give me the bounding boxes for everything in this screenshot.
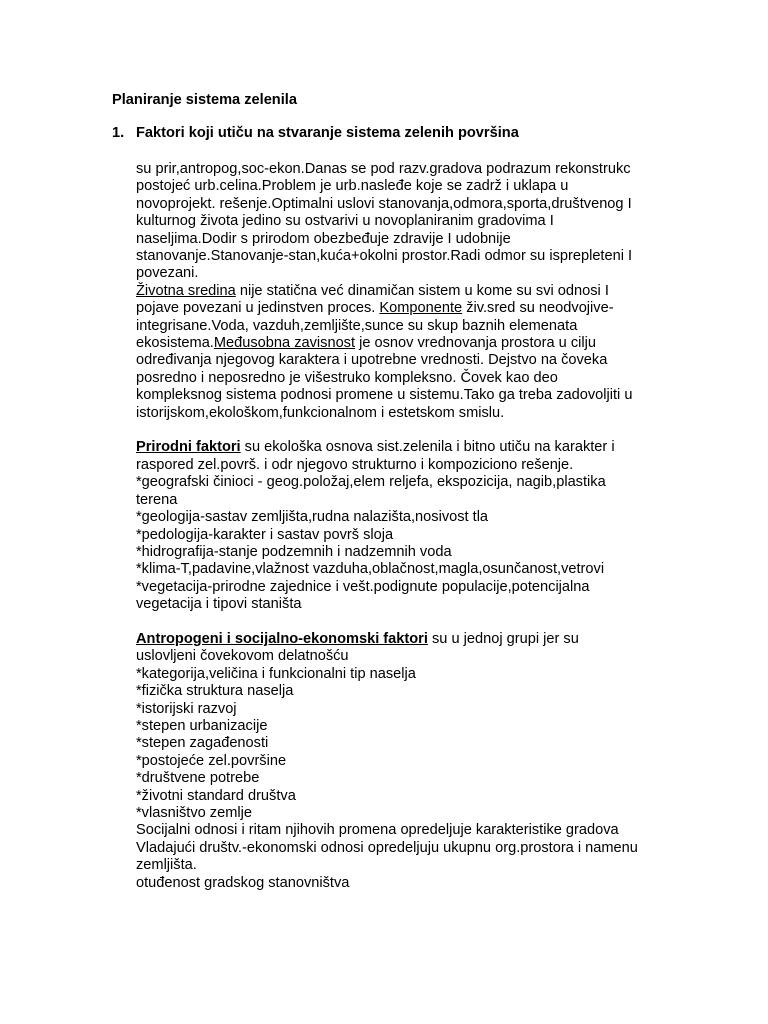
natural-factors-section [136, 439, 666, 613]
text-line: uslovljeni čovekovom delatnošću [136, 648, 349, 665]
text-line: Vladajući društv.-ekonomski odnosi opredeljuju ukupnu org.prostora i namenu [136, 839, 638, 856]
term-antropogeni-faktori: Antropogeni i socijalno-ekonomski faktori [136, 630, 428, 647]
list-item: *vlasništvo zemlje [136, 805, 252, 821]
term-komponente: Komponente [379, 300, 463, 317]
text-line: integrisane.Voda, vazduh,zemljište,sunce su skup baznih elemenata [136, 317, 578, 334]
document-title: Planiranje sistema zelenila [112, 92, 297, 108]
text-line: otuđenost gradskog stanovništva [136, 874, 350, 891]
text-line: Socijalni odnosi i ritam njihovih promena opredeljuje karakteristike gradova [136, 822, 619, 839]
list-item: *hidrografija-stanje podzemnih i nadzemnih voda [136, 543, 452, 560]
list-item: *društvene potrebe [136, 770, 260, 787]
list-item: *stepen zagađenosti [136, 735, 269, 752]
text-line: terena [136, 491, 178, 508]
text-fragment: su ekološka osnova sist.zelenila i bitno utiču na karakter i [240, 439, 615, 456]
text-line: povezani. [136, 265, 199, 282]
section-number: 1. [112, 125, 125, 141]
term-medjusobna-zavisnost: Međusobna zavisnost [213, 335, 356, 352]
text-line: kompleksnog sistema podnosi promene u sistemu.Tako ga treba zadovoljiti u [136, 387, 633, 404]
text-fragment: pojave povezani u jedinstven proces. [136, 300, 380, 317]
text-line: novoprojekt. rešenje.Optimalni uslovi stanovanja,odmora,sporta,društvenog I [136, 195, 632, 212]
paragraph-gap [136, 422, 666, 439]
text-line: zemljišta. [136, 857, 197, 874]
environment-paragraph [136, 283, 666, 422]
text-line [136, 631, 666, 648]
list-item: *istorijski razvoj [136, 700, 237, 717]
intro-paragraph [136, 161, 666, 283]
list-item: *životni standard društva [136, 787, 296, 804]
document-body [136, 161, 666, 892]
section-heading [112, 125, 519, 142]
text-line: su prir,antropog,soc-ekon.Danas se pod razv.gradova podrazum rekonstrukc [136, 161, 631, 177]
text-fragment: su u jednoj grupi jer su [427, 630, 579, 647]
list-item: *vegetacija-prirodne zajednice i vešt.podignute populacije,potencijalna [136, 578, 590, 595]
text-line: posredno i neposredno je višestruko kompleksno. Čovek kao deo [136, 369, 558, 386]
list-item: *klima-T,padavine,vlažnost vazduha,oblačnost,magla,osunčanost,vetrovi [136, 561, 605, 578]
term-prirodni-faktori: Prirodni faktori [136, 439, 241, 456]
text-line [136, 335, 666, 352]
text-fragment: živ.sred su neodvojive- [462, 300, 614, 317]
paragraph-gap [136, 614, 666, 631]
list-item: *pedologija-karakter i sastav površ sloja [136, 526, 394, 543]
text-line [136, 283, 666, 300]
text-line: vegetacija i tipovi staništa [136, 596, 302, 613]
list-item: *postojeće zel.površine [136, 752, 287, 769]
text-line: naseljima.Dodir s prirodom obezbeđuje zdravije I udobnije [136, 230, 511, 247]
text-fragment: nije statična već dinamičan sistem u kome su svi odnosi I [235, 282, 609, 299]
list-item: *kategorija,veličina i funkcionalni tip naselja [136, 665, 416, 682]
text-line: raspored zel.površ. i odr njegovo strukturno i kompoziciono rešenje. [136, 456, 574, 473]
text-line: postojeć urb.celina.Problem je urb.nasleđe koje se zadrž i uklapa u [136, 178, 569, 195]
section-heading-text: Faktori koji utiču na stvaranje sistema zelenih površina [136, 125, 519, 141]
text-fragment: je osnov vrednovanja prostora u cilju [355, 335, 596, 352]
text-line: istorijskom,ekološkom,funkcionalnom i estetskom smislu. [136, 404, 505, 421]
anthropogenic-factors-section [136, 631, 666, 892]
text-fragment: ekosistema. [136, 335, 214, 352]
term-zivotna-sredina: Životna sredina [136, 282, 236, 299]
list-item: *geologija-sastav zemljišta,rudna nalazišta,nosivost tla [136, 509, 489, 526]
text-line [136, 439, 666, 456]
list-item: *stepen urbanizacije [136, 717, 268, 734]
text-line: određivanja njegovog karaktera i upotrebne vrednosti. Dejstvo na čoveka [136, 352, 608, 369]
text-line: stanovanje.Stanovanje-stan,kuća+okolni prostor.Radi odmor su isprepleteni I [136, 248, 633, 265]
text-line [136, 300, 666, 317]
list-item: *fizička struktura naselja [136, 683, 294, 700]
list-item: *geografski činioci - geog.položaj,elem reljefa, ekspozicija, nagib,plastika [136, 474, 606, 491]
text-line: kulturnog života jedino su ostvarivi u novoplaniranim gradovima I [136, 213, 554, 230]
